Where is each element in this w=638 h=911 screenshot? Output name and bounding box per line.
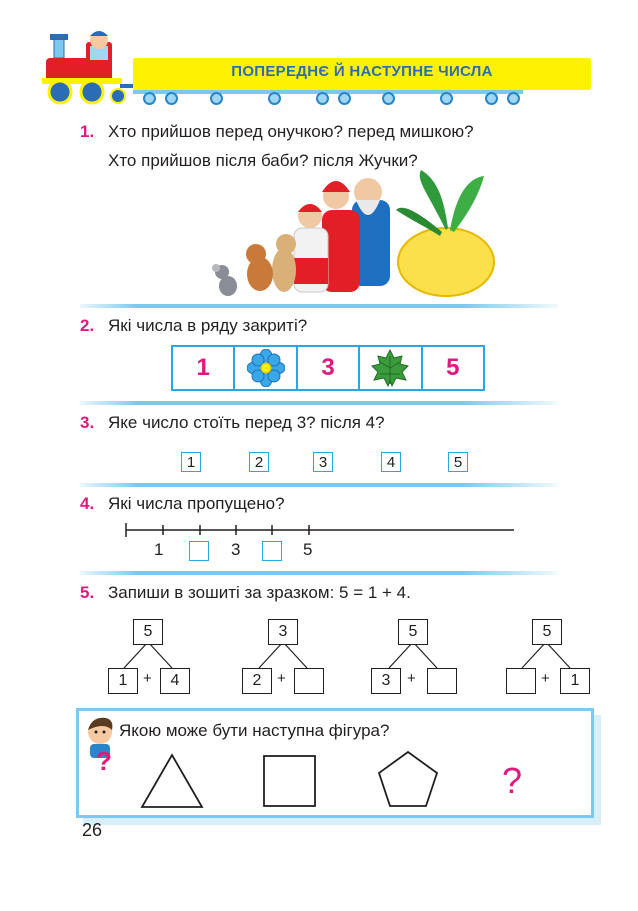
flower-icon [247,349,285,387]
empty-box [189,541,209,561]
section-divider [80,483,558,487]
wheel-icon [382,92,395,105]
task2-number: 2. [80,316,95,335]
row-cell-2 [235,347,297,389]
train-icon [40,28,136,106]
wheel-icon [316,92,329,105]
header-rail [133,90,523,94]
section-divider [80,571,558,575]
section-divider [80,304,558,308]
number-row [171,345,485,391]
wheel-icon [165,92,178,105]
wheel-icon [507,92,520,105]
leaf-icon [370,348,410,388]
number-line [122,520,516,540]
number-line-label: 3 [231,540,241,559]
tree-right-box: 4 [160,668,190,694]
task1-number: 1. [80,122,95,141]
plus-sign: + [407,670,416,687]
task4-number: 4. [80,494,95,513]
task1-line1: Хто прийшов перед онучкою? перед мишкою? [108,122,474,141]
wheel-icon [338,92,351,105]
tree-top-box: 3 [268,619,298,645]
wheel-icon [210,92,223,105]
task5-text: Запиши в зошиті за зразком: 5 = 1 + 4. [108,583,411,602]
wheel-icon [268,92,281,105]
wheel-icon [440,92,453,105]
tree-right-box [427,668,457,694]
task1-line2: Хто прийшов після баби? після Жучки? [108,151,418,170]
tree-top-box: 5 [532,619,562,645]
number-box: 2 [249,452,269,472]
bonus-text: Якою може бути наступна фігура? [119,721,390,740]
row-cell-1: 1 [173,347,235,389]
task3-number: 3. [80,413,95,432]
tree-right-box: 1 [560,668,590,694]
pentagon-shape [377,750,439,808]
tree-left-box: 3 [371,668,401,694]
plus-sign: + [277,670,286,687]
task2-text: Які числа в ряду закриті? [108,316,308,335]
row-cell-3: 3 [298,347,360,389]
svg-text:?: ? [96,746,112,772]
tree-top-box: 5 [398,619,428,645]
empty-box [262,541,282,561]
page-title: ПОПЕРЕДНЄ Й НАСТУПНЕ ЧИСЛА [231,63,493,80]
number-box: 4 [381,452,401,472]
task3-text: Яке число стоїть перед 3? після 4? [108,413,385,432]
tree-top-box: 5 [133,619,163,645]
tree-left-box: 2 [242,668,272,694]
tree-left-box: 1 [108,668,138,694]
page-number: 26 [82,820,103,840]
tree-left-box [506,668,536,694]
number-line-label: 5 [303,540,313,559]
boy-icon [84,716,120,772]
task4-text: Які числа пропущено? [108,494,285,513]
number-box: 1 [181,452,201,472]
square-shape [262,754,318,808]
question-mark: ? [502,760,523,801]
task5-number: 5. [80,583,95,602]
number-box: 3 [313,452,333,472]
plus-sign: + [541,670,550,687]
row-cell-4 [360,347,422,389]
wheel-icon [143,92,156,105]
row-cell-5: 5 [446,354,460,381]
turnip-tale-illustration [206,170,498,302]
tree-right-box [294,668,324,694]
wheel-icon [485,92,498,105]
section-divider [80,401,558,405]
number-box: 5 [448,452,468,472]
number-line-label: 1 [154,540,164,559]
plus-sign: + [143,670,152,687]
triangle-shape [140,753,204,809]
